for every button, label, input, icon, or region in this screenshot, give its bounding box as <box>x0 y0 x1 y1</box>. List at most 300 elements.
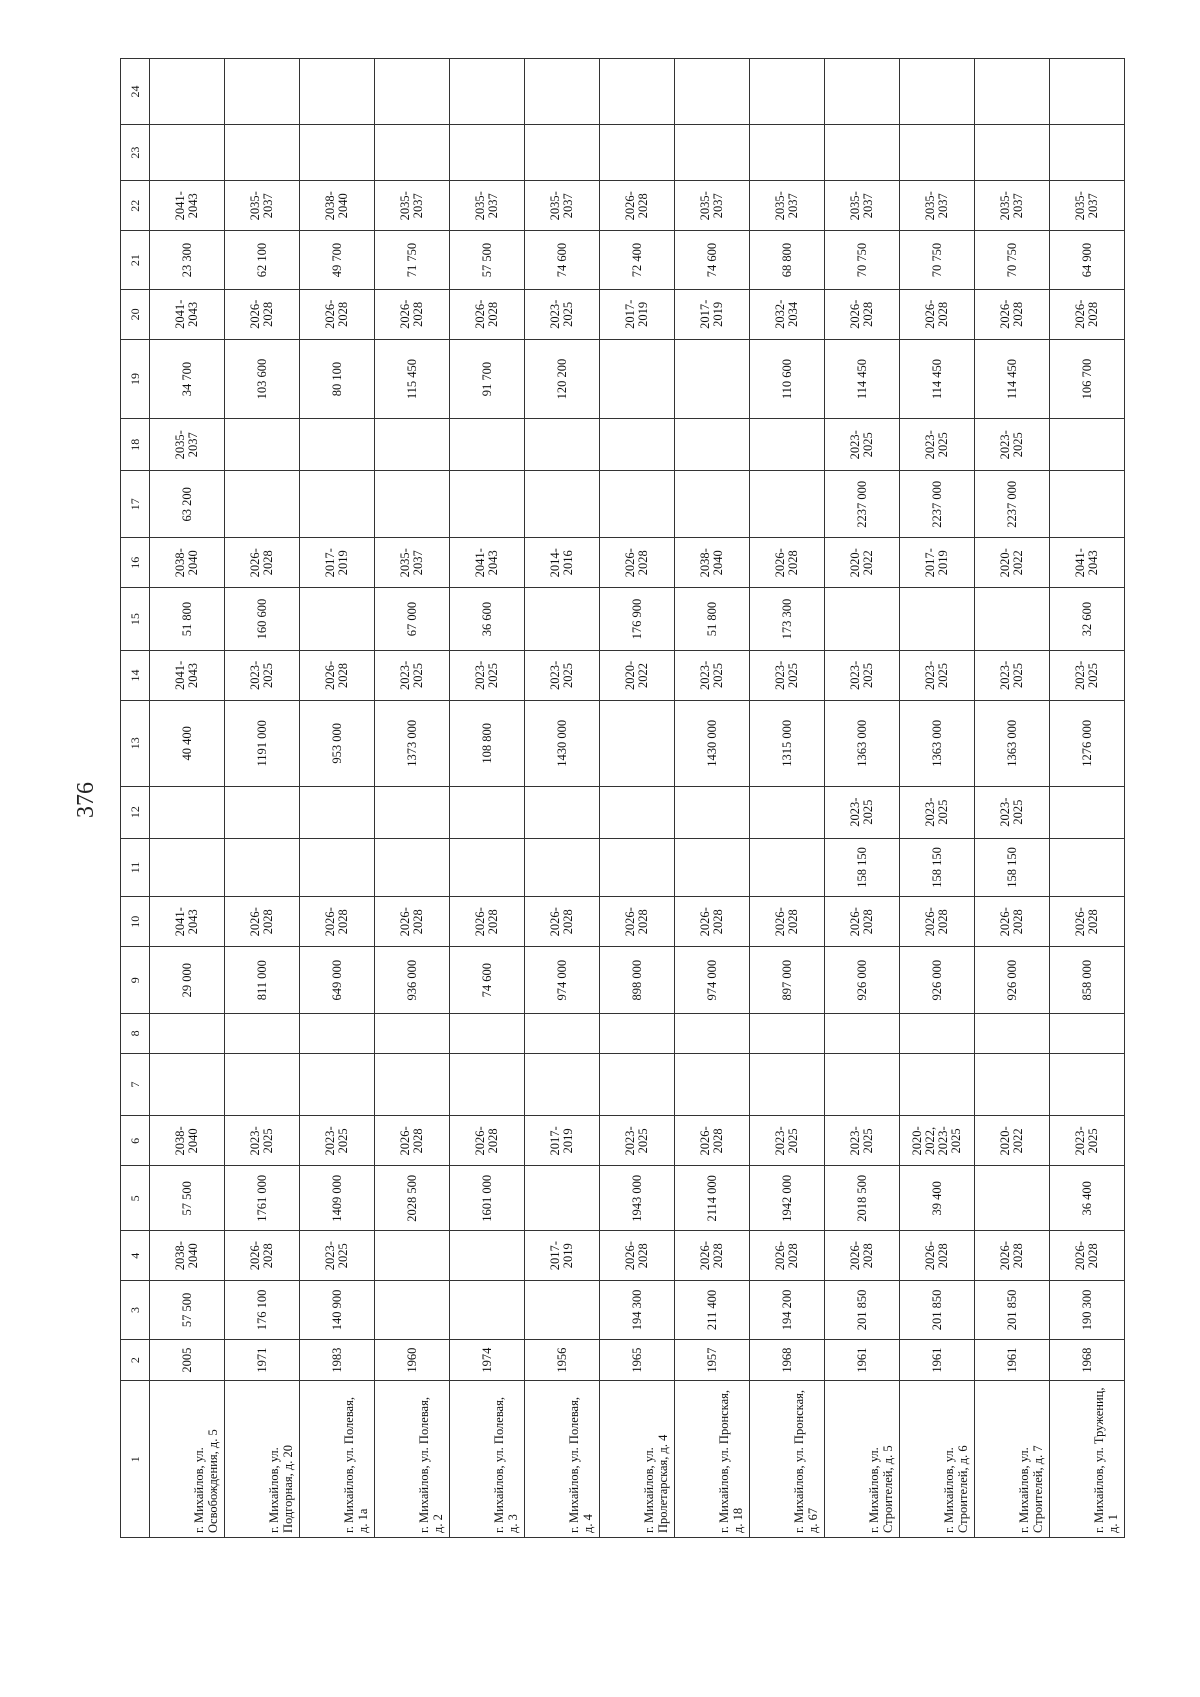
table-cell: 2023-2025 <box>750 1116 825 1166</box>
table-cell: 1974 <box>450 1339 525 1381</box>
table-cell <box>450 838 525 896</box>
table-cell: 2023-2025 <box>1050 1116 1125 1166</box>
table-cell: 2017-2019 <box>525 1231 600 1281</box>
table-cell <box>675 1014 750 1054</box>
table-cell: 2023-2025 <box>825 419 900 471</box>
address-cell: г. Михайлов, ул. Строителей, д. 5 <box>825 1381 900 1538</box>
table-row <box>225 59 300 1538</box>
column-number-cell: 2 <box>121 1339 150 1381</box>
table-cell <box>975 1053 1050 1116</box>
table-cell: 23 300 <box>150 231 225 289</box>
table-cell: 71 750 <box>375 231 450 289</box>
table-cell: 39 400 <box>900 1166 975 1231</box>
column-number-cell: 1 <box>121 1381 150 1538</box>
table-cell <box>450 59 525 125</box>
table-cell: 1960 <box>375 1339 450 1381</box>
table-cell: 2035-2037 <box>1050 181 1125 231</box>
table-cell: 2026-2028 <box>375 897 450 947</box>
table-cell <box>675 1053 750 1116</box>
table-cell: 1315 000 <box>750 700 825 786</box>
table-cell <box>750 471 825 538</box>
table-cell: 1957 <box>675 1339 750 1381</box>
table-cell: 1430 000 <box>525 700 600 786</box>
table-cell: 2020-2022 <box>975 538 1050 588</box>
table-cell <box>375 471 450 538</box>
address-cell: г. Михайлов, ул. Полевая, д. 2 <box>375 1381 450 1538</box>
table-cell <box>975 124 1050 180</box>
table-cell <box>825 124 900 180</box>
table-cell <box>600 419 675 471</box>
table-cell: 70 750 <box>975 231 1050 289</box>
table-cell: 2041-2043 <box>1050 538 1125 588</box>
column-number-cell: 6 <box>121 1116 150 1166</box>
table-cell: 1968 <box>1050 1339 1125 1381</box>
table-row <box>450 59 525 1538</box>
table-row <box>975 59 1050 1538</box>
table-cell <box>525 786 600 838</box>
table-cell: 2035-2037 <box>900 181 975 231</box>
table-cell: 68 800 <box>750 231 825 289</box>
page-number: 376 <box>73 782 99 818</box>
table-cell <box>600 124 675 180</box>
table-cell: 926 000 <box>900 947 975 1014</box>
table-cell: 2038-2040 <box>300 181 375 231</box>
table-cell: 110 600 <box>750 339 825 418</box>
table-cell <box>450 1281 525 1339</box>
table-cell: 70 750 <box>825 231 900 289</box>
table-cell: 2026-2028 <box>750 897 825 947</box>
table-cell: 108 800 <box>450 700 525 786</box>
table-cell <box>375 1014 450 1054</box>
table-cell: 2035-2037 <box>225 181 300 231</box>
table-cell: 974 000 <box>675 947 750 1014</box>
table-cell: 2014-2016 <box>525 538 600 588</box>
table-cell <box>750 124 825 180</box>
table-cell: 1363 000 <box>900 700 975 786</box>
table-cell: 2041-2043 <box>150 181 225 231</box>
table-cell: 2026-2028 <box>900 289 975 339</box>
table-cell: 2026-2028 <box>600 181 675 231</box>
address-cell: г. Михайлов, ул. Строителей, д. 6 <box>900 1381 975 1538</box>
table-cell: 49 700 <box>300 231 375 289</box>
table-cell <box>750 1053 825 1116</box>
table-cell <box>675 59 750 125</box>
table-cell: 2035-2037 <box>150 419 225 471</box>
table-cell: 158 150 <box>900 838 975 896</box>
table-cell: 2026-2028 <box>825 1231 900 1281</box>
table-cell: 2026-2028 <box>375 289 450 339</box>
table-cell: 2026-2028 <box>900 897 975 947</box>
address-cell: г. Михайлов, ул. Пролетарская, д. 4 <box>600 1381 675 1538</box>
table-cell: 2026-2028 <box>1050 1231 1125 1281</box>
table-cell: 2026-2028 <box>600 1231 675 1281</box>
address-cell: г. Михайлов, ул. Пронская, д. 18 <box>675 1381 750 1538</box>
column-number-cell: 3 <box>121 1281 150 1339</box>
table-cell: 194 200 <box>750 1281 825 1339</box>
table-cell: 2026-2028 <box>1050 289 1125 339</box>
table-cell: 2023-2025 <box>600 1116 675 1166</box>
table-cell: 51 800 <box>675 588 750 651</box>
table-cell: 160 600 <box>225 588 300 651</box>
table-body <box>121 59 1125 1538</box>
table-cell: 2026-2028 <box>975 289 1050 339</box>
table-cell: 1961 <box>975 1339 1050 1381</box>
table-cell <box>900 1053 975 1116</box>
table-cell <box>300 1053 375 1116</box>
table-cell <box>450 419 525 471</box>
table-cell: 2026-2028 <box>225 538 300 588</box>
table-cell: 2035-2037 <box>450 181 525 231</box>
table-cell <box>375 419 450 471</box>
table-cell: 1971 <box>225 1339 300 1381</box>
column-number-cell: 15 <box>121 588 150 651</box>
table-cell: 2023-2025 <box>375 650 450 700</box>
table-cell: 1430 000 <box>675 700 750 786</box>
table-cell: 2023-2025 <box>675 650 750 700</box>
table-cell <box>525 838 600 896</box>
table-cell <box>525 419 600 471</box>
table-cell: 1965 <box>600 1339 675 1381</box>
table-cell <box>300 419 375 471</box>
table-cell: 36 400 <box>1050 1166 1125 1231</box>
table-cell <box>450 124 525 180</box>
table-cell <box>225 1014 300 1054</box>
column-number-cell: 13 <box>121 700 150 786</box>
table-cell <box>900 124 975 180</box>
table-cell: 858 000 <box>1050 947 1125 1014</box>
table-cell <box>525 59 600 125</box>
table-cell: 2114 000 <box>675 1166 750 1231</box>
table-cell: 2237 000 <box>975 471 1050 538</box>
table-cell: 1191 000 <box>225 700 300 786</box>
table-cell: 74 600 <box>675 231 750 289</box>
table-cell <box>600 59 675 125</box>
table-cell: 1961 <box>900 1339 975 1381</box>
table-row <box>300 59 375 1538</box>
table-cell: 74 600 <box>525 231 600 289</box>
column-number-cell: 10 <box>121 897 150 947</box>
table-cell: 57 500 <box>150 1281 225 1339</box>
table-cell: 2038-2040 <box>150 1116 225 1166</box>
table-cell: 211 400 <box>675 1281 750 1339</box>
table-cell: 2041-2043 <box>150 289 225 339</box>
column-number-cell: 4 <box>121 1231 150 1281</box>
table-row <box>900 59 975 1538</box>
table-cell: 64 900 <box>1050 231 1125 289</box>
table-cell <box>150 786 225 838</box>
table-cell: 2023-2025 <box>975 786 1050 838</box>
table-cell: 91 700 <box>450 339 525 418</box>
table-cell <box>450 1053 525 1116</box>
table-cell <box>300 588 375 651</box>
table-row <box>150 59 225 1538</box>
table-cell: 2023-2025 <box>900 419 975 471</box>
table-cell: 2026-2028 <box>375 1116 450 1166</box>
table-cell: 2026-2028 <box>975 897 1050 947</box>
table-cell <box>675 838 750 896</box>
table-cell <box>225 786 300 838</box>
table-cell: 2023-2025 <box>825 1116 900 1166</box>
table-cell: 1761 000 <box>225 1166 300 1231</box>
table-cell <box>1050 1053 1125 1116</box>
table-cell: 2035-2037 <box>825 181 900 231</box>
table-cell <box>450 1231 525 1281</box>
table-cell: 140 900 <box>300 1281 375 1339</box>
table-cell <box>750 59 825 125</box>
table-cell: 2023-2025 <box>825 650 900 700</box>
table-cell: 67 000 <box>375 588 450 651</box>
table-cell: 2017-2019 <box>675 289 750 339</box>
table-cell <box>375 124 450 180</box>
address-cell: г. Михайлов, ул. Строителей, д. 7 <box>975 1381 1050 1538</box>
table-cell <box>300 124 375 180</box>
table-cell <box>150 1014 225 1054</box>
table-cell: 120 200 <box>525 339 600 418</box>
table-cell: 811 000 <box>225 947 300 1014</box>
table-cell <box>600 339 675 418</box>
table-cell: 974 000 <box>525 947 600 1014</box>
address-cell: г. Михайлов, ул. Пронская, д. 67 <box>750 1381 825 1538</box>
table-cell: 1363 000 <box>825 700 900 786</box>
table-cell: 176 100 <box>225 1281 300 1339</box>
table-cell: 106 700 <box>1050 339 1125 418</box>
table-cell <box>525 1014 600 1054</box>
table-cell <box>975 1166 1050 1231</box>
table-cell: 114 450 <box>825 339 900 418</box>
table-row <box>600 59 675 1538</box>
table-cell: 62 100 <box>225 231 300 289</box>
column-number-cell: 21 <box>121 231 150 289</box>
table-cell: 36 600 <box>450 588 525 651</box>
table-cell: 40 400 <box>150 700 225 786</box>
table-cell: 1942 000 <box>750 1166 825 1231</box>
table-cell <box>600 1014 675 1054</box>
table-cell <box>900 588 975 651</box>
table-cell: 2023-2025 <box>975 419 1050 471</box>
table-cell <box>525 471 600 538</box>
address-cell: г. Михайлов, ул. Полевая, д. 3 <box>450 1381 525 1538</box>
table-cell: 2018 500 <box>825 1166 900 1231</box>
table-cell: 936 000 <box>375 947 450 1014</box>
table-cell: 2023-2025 <box>225 1116 300 1166</box>
table-cell: 1983 <box>300 1339 375 1381</box>
column-number-cell: 5 <box>121 1166 150 1231</box>
address-cell: г. Михайлов, ул. Полевая, д. 1а <box>300 1381 375 1538</box>
table-cell: 194 300 <box>600 1281 675 1339</box>
table-cell <box>975 59 1050 125</box>
table-cell: 201 850 <box>900 1281 975 1339</box>
table-cell: 2026-2028 <box>1050 897 1125 947</box>
table-cell <box>375 786 450 838</box>
table-row <box>525 59 600 1538</box>
table-cell: 2023-2025 <box>825 786 900 838</box>
table-cell <box>1050 59 1125 125</box>
table-cell <box>675 124 750 180</box>
table-cell: 1601 000 <box>450 1166 525 1231</box>
table-cell <box>1050 1014 1125 1054</box>
table-cell <box>525 1166 600 1231</box>
table-cell: 63 200 <box>150 471 225 538</box>
column-number-cell: 19 <box>121 339 150 418</box>
table-cell <box>525 1053 600 1116</box>
table-cell <box>675 339 750 418</box>
table-cell: 2023-2025 <box>975 650 1050 700</box>
table-cell: 2026-2028 <box>675 897 750 947</box>
table-cell: 190 300 <box>1050 1281 1125 1339</box>
table-cell: 2035-2037 <box>375 181 450 231</box>
table-cell: 1373 000 <box>375 700 450 786</box>
table-cell: 2026-2028 <box>600 538 675 588</box>
table-cell: 2026-2028 <box>750 538 825 588</box>
table-cell <box>300 471 375 538</box>
table-cell: 2038-2040 <box>150 538 225 588</box>
table-cell <box>375 1053 450 1116</box>
table-cell: 2023-2025 <box>525 289 600 339</box>
table-cell <box>1050 471 1125 538</box>
table-cell <box>825 59 900 125</box>
table-cell: 114 450 <box>975 339 1050 418</box>
table-cell: 2041-2043 <box>150 897 225 947</box>
table-cell: 57 500 <box>150 1166 225 1231</box>
table-cell: 2026-2028 <box>675 1116 750 1166</box>
table-cell: 2035-2037 <box>675 181 750 231</box>
table-cell <box>150 838 225 896</box>
table-cell: 2026-2028 <box>225 897 300 947</box>
table-cell: 2035-2037 <box>525 181 600 231</box>
table-cell: 2026-2028 <box>225 1231 300 1281</box>
table-cell: 158 150 <box>975 838 1050 896</box>
table-cell <box>750 419 825 471</box>
table-cell: 2035-2037 <box>975 181 1050 231</box>
table-cell: 926 000 <box>975 947 1050 1014</box>
table-cell: 2237 000 <box>900 471 975 538</box>
table-cell: 2038-2040 <box>150 1231 225 1281</box>
address-cell: г. Михайлов, ул. Подгорная, д. 20 <box>225 1381 300 1538</box>
table-cell <box>450 1014 525 1054</box>
table-cell <box>600 700 675 786</box>
table-cell: 2023-2025 <box>300 1116 375 1166</box>
table-cell <box>1050 419 1125 471</box>
table-cell: 2041-2043 <box>450 538 525 588</box>
table-cell <box>675 786 750 838</box>
table-cell <box>225 419 300 471</box>
table-cell: 2026-2028 <box>825 897 900 947</box>
table-cell <box>825 588 900 651</box>
table-cell: 74 600 <box>450 947 525 1014</box>
table-cell: 32 600 <box>1050 588 1125 651</box>
table-cell: 2023-2025 <box>900 786 975 838</box>
table-cell <box>300 786 375 838</box>
table-cell: 2026-2028 <box>225 289 300 339</box>
table-cell: 2028 500 <box>375 1166 450 1231</box>
table-cell: 2035-2037 <box>750 181 825 231</box>
table-cell: 2026-2028 <box>300 650 375 700</box>
column-number-cell: 14 <box>121 650 150 700</box>
table-cell: 2026-2028 <box>300 289 375 339</box>
table-cell <box>150 124 225 180</box>
table-cell: 2020-2022 <box>825 538 900 588</box>
table-cell: 2023-2025 <box>525 650 600 700</box>
table-cell: 2023-2025 <box>750 650 825 700</box>
table-cell: 898 000 <box>600 947 675 1014</box>
table-cell: 1968 <box>750 1339 825 1381</box>
table-cell: 2023-2025 <box>300 1231 375 1281</box>
table-cell <box>825 1053 900 1116</box>
column-number-cell: 16 <box>121 538 150 588</box>
column-number-cell: 8 <box>121 1014 150 1054</box>
table-row <box>825 59 900 1538</box>
table-cell <box>525 124 600 180</box>
table-cell <box>600 471 675 538</box>
table-cell: 2017-2019 <box>900 538 975 588</box>
table-cell: 2237 000 <box>825 471 900 538</box>
table-cell <box>675 471 750 538</box>
table-row <box>375 59 450 1538</box>
column-number-cell: 9 <box>121 947 150 1014</box>
table-cell: 34 700 <box>150 339 225 418</box>
table-cell <box>750 1014 825 1054</box>
table-cell: 201 850 <box>825 1281 900 1339</box>
table-cell <box>225 838 300 896</box>
table-cell <box>225 471 300 538</box>
table-cell <box>600 838 675 896</box>
table-cell: 2023-2025 <box>225 650 300 700</box>
table-cell: 953 000 <box>300 700 375 786</box>
table-cell: 2026-2028 <box>450 897 525 947</box>
table-cell: 29 000 <box>150 947 225 1014</box>
table-cell: 80 100 <box>300 339 375 418</box>
table-cell <box>600 1053 675 1116</box>
table-cell: 2041-2043 <box>150 650 225 700</box>
table-cell: 649 000 <box>300 947 375 1014</box>
table-cell: 2023-2025 <box>900 650 975 700</box>
table-cell: 173 300 <box>750 588 825 651</box>
table-cell: 70 750 <box>900 231 975 289</box>
column-number-cell: 23 <box>121 124 150 180</box>
table-cell: 51 800 <box>150 588 225 651</box>
table-cell: 158 150 <box>825 838 900 896</box>
column-number-row <box>121 59 150 1538</box>
table-cell: 2005 <box>150 1339 225 1381</box>
table-cell: 2035-2037 <box>375 538 450 588</box>
column-number-cell: 11 <box>121 838 150 896</box>
table-cell: 1409 000 <box>300 1166 375 1231</box>
table-cell <box>300 1014 375 1054</box>
table-cell <box>975 1014 1050 1054</box>
table-cell <box>300 59 375 125</box>
table-cell: 2026-2028 <box>675 1231 750 1281</box>
table-row <box>675 59 750 1538</box>
table-cell: 926 000 <box>825 947 900 1014</box>
column-number-cell: 22 <box>121 181 150 231</box>
table-cell: 2023-2025 <box>450 650 525 700</box>
table-cell: 2026-2028 <box>300 897 375 947</box>
table-cell <box>150 59 225 125</box>
table-cell <box>825 1014 900 1054</box>
table-cell <box>225 59 300 125</box>
table-cell: 2020-2022 <box>975 1116 1050 1166</box>
table-cell <box>900 1014 975 1054</box>
table-cell: 2020-2022, 2023-2025 <box>900 1116 975 1166</box>
table-cell <box>1050 838 1125 896</box>
table-cell: 2017-2019 <box>600 289 675 339</box>
table-cell: 2026-2028 <box>525 897 600 947</box>
column-number-cell: 18 <box>121 419 150 471</box>
table-cell <box>450 786 525 838</box>
table-cell <box>375 1281 450 1339</box>
table-cell <box>975 588 1050 651</box>
table-cell: 2020-2022 <box>600 650 675 700</box>
